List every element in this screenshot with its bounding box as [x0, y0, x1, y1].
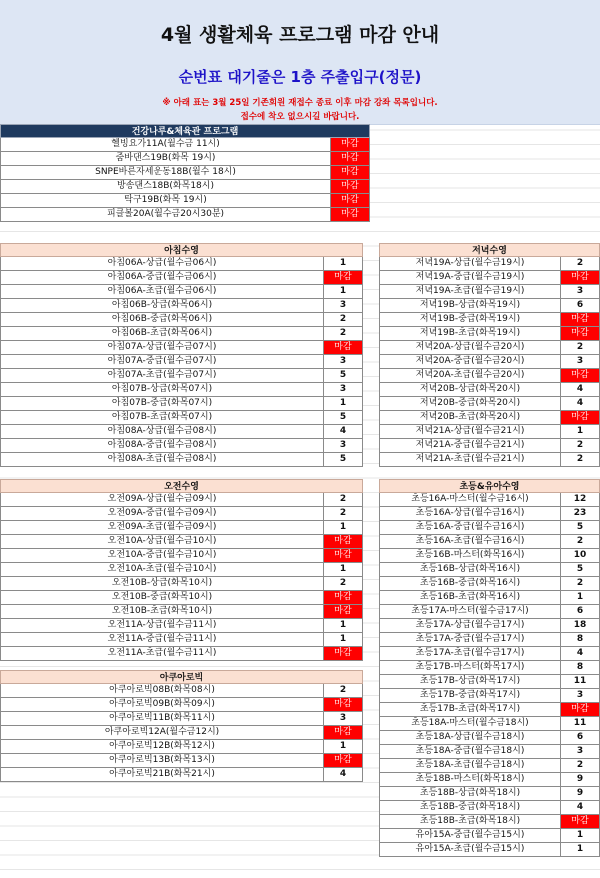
closed-badge-cell: 마감	[324, 591, 363, 605]
remaining-count-cell: 3	[324, 383, 363, 397]
table-row	[0, 633, 363, 647]
remaining-count-cell: 1	[324, 619, 363, 633]
program-name-cell: 오전10B-초급(화목10시)	[0, 605, 324, 619]
remaining-count-cell: 6	[561, 731, 600, 745]
table-row	[0, 180, 370, 194]
remaining-count-cell: 5	[324, 453, 363, 467]
remaining-count-cell: 4	[561, 801, 600, 815]
table-row	[379, 299, 600, 313]
closed-badge-cell: 마감	[331, 138, 370, 152]
table-row	[0, 439, 363, 453]
program-name-cell: 아침06B-중급(화목06시)	[0, 313, 324, 327]
program-name-cell: 초등17B-초급(화목17시)	[379, 703, 561, 717]
remaining-count-cell: 3	[324, 712, 363, 726]
program-name-cell: 아침06B-상급(화목06시)	[0, 299, 324, 313]
table-row	[379, 773, 600, 787]
table-row	[0, 535, 363, 549]
table-row	[379, 787, 600, 801]
program-name-cell: 아침06A-상급(월수금06시)	[0, 257, 324, 271]
program-name-cell: 초등16A-상급(월수금16시)	[379, 507, 561, 521]
table-row	[379, 369, 600, 383]
table-row	[0, 271, 363, 285]
closed-badge-cell: 마감	[561, 703, 600, 717]
remaining-count-cell: 1	[561, 591, 600, 605]
program-name-cell: 저녁20A-상급(월수금20시)	[379, 341, 561, 355]
table-row	[379, 507, 600, 521]
table-row	[379, 355, 600, 369]
group-header: 저녁수영	[379, 243, 600, 257]
program-name-cell: 피클볼20A(월수금20시30분)	[0, 208, 331, 222]
remaining-count-cell: 1	[324, 521, 363, 535]
program-name-cell: 유아15A-초급(월수금15시)	[379, 843, 561, 857]
table-row	[0, 493, 363, 507]
remaining-count-cell: 11	[561, 675, 600, 689]
remaining-count-cell: 1	[324, 563, 363, 577]
table-row	[379, 759, 600, 773]
remaining-count-cell: 8	[561, 661, 600, 675]
table-row	[379, 829, 600, 843]
table-row	[379, 327, 600, 341]
table-row	[0, 453, 363, 467]
table-row	[379, 619, 600, 633]
table-row	[0, 285, 363, 299]
program-name-cell: 초등16B-상급(화목16시)	[379, 563, 561, 577]
table-row	[0, 647, 363, 661]
group-morning-swim	[0, 243, 363, 467]
program-name-cell: 오전10A-상급(월수금10시)	[0, 535, 324, 549]
closed-badge-cell: 마감	[331, 152, 370, 166]
closed-badge-cell: 마감	[324, 726, 363, 740]
remaining-count-cell: 6	[561, 299, 600, 313]
program-name-cell: 오전10B-중급(화목10시)	[0, 591, 324, 605]
program-name-cell: 저녁20A-중급(월수금20시)	[379, 355, 561, 369]
program-name-cell: 초등18B-초급(화목18시)	[379, 815, 561, 829]
closed-badge-cell: 마감	[324, 647, 363, 661]
table-row	[379, 453, 600, 467]
table-row	[379, 591, 600, 605]
program-name-cell: 초등17A-상급(월수금17시)	[379, 619, 561, 633]
program-name-cell: 아침07A-중급(월수금07시)	[0, 355, 324, 369]
program-name-cell: 저녁19B-상급(화목19시)	[379, 299, 561, 313]
remaining-count-cell: 4	[561, 383, 600, 397]
remaining-count-cell: 3	[324, 355, 363, 369]
program-name-cell: 아침07A-상급(월수금07시)	[0, 341, 324, 355]
remaining-count-cell: 5	[324, 411, 363, 425]
table-row	[0, 383, 363, 397]
program-name-cell: 아쿠아로빅21B(화목21시)	[0, 768, 324, 782]
table-row	[379, 563, 600, 577]
table-row	[379, 703, 600, 717]
program-name-cell: 초등18B-중급(화목18시)	[379, 801, 561, 815]
program-name-cell: 오전11A-상급(월수금11시)	[0, 619, 324, 633]
table-row	[379, 801, 600, 815]
table-row	[0, 563, 363, 577]
table-row	[379, 731, 600, 745]
table-row	[379, 397, 600, 411]
remaining-count-cell: 1	[561, 843, 600, 857]
table-row	[379, 521, 600, 535]
table-row	[379, 745, 600, 759]
program-name-cell: 오전11A-초급(월수금11시)	[0, 647, 324, 661]
remaining-count-cell: 2	[324, 493, 363, 507]
table-row	[0, 605, 363, 619]
remaining-count-cell: 3	[561, 285, 600, 299]
remaining-count-cell: 2	[324, 327, 363, 341]
table-row	[379, 577, 600, 591]
program-name-cell: 초등16A-마스터(월수금16시)	[379, 493, 561, 507]
remaining-count-cell: 3	[561, 355, 600, 369]
table-row	[0, 591, 363, 605]
table-row	[0, 684, 363, 698]
closed-badge-cell: 마감	[331, 180, 370, 194]
group-header: 아침수영	[0, 243, 363, 257]
program-name-cell: 초등17A-초급(월수금17시)	[379, 647, 561, 661]
table-row	[0, 768, 363, 782]
program-name-cell: 오전10A-초급(월수금10시)	[0, 563, 324, 577]
group-forenoon-swim	[0, 479, 363, 661]
closed-list-note: ※ 아래 표는 3월 25일 기존회원 재접수 종료 이후 마감 강좌 목록입니다.	[162, 98, 438, 108]
program-name-cell: 아침06A-초급(월수금06시)	[0, 285, 324, 299]
program-name-cell: 아쿠아로빅13B(화목13시)	[0, 754, 324, 768]
table-row	[0, 369, 363, 383]
table-row	[379, 493, 600, 507]
remaining-count-cell: 4	[561, 647, 600, 661]
program-name-cell: 아침07B-상급(화목07시)	[0, 383, 324, 397]
program-name-cell: 저녁19B-중급(화목19시)	[379, 313, 561, 327]
program-name-cell: 오전09A-초급(월수금09시)	[0, 521, 324, 535]
program-name-cell: 초등18B-마스터(화목18시)	[379, 773, 561, 787]
program-name-cell: 초등17B-마스터(화목17시)	[379, 661, 561, 675]
remaining-count-cell: 6	[561, 605, 600, 619]
program-name-cell: 초등17B-중급(화목17시)	[379, 689, 561, 703]
program-name-cell: 탁구19B(화목 19시)	[0, 194, 331, 208]
remaining-count-cell: 2	[324, 507, 363, 521]
remaining-count-cell: 2	[561, 577, 600, 591]
program-name-cell: 아침08A-중급(월수금08시)	[0, 439, 324, 453]
table-row	[0, 425, 363, 439]
program-name-cell: 초등17A-중급(월수금17시)	[379, 633, 561, 647]
table-row	[0, 194, 370, 208]
program-name-cell: 줌바댄스19B(화목 19시)	[0, 152, 331, 166]
program-name-cell: 저녁19A-상급(월수금19시)	[379, 257, 561, 271]
remaining-count-cell: 2	[324, 313, 363, 327]
page-title: 4월 생활체육 프로그램 마감 안내	[160, 24, 440, 46]
table-row	[379, 257, 600, 271]
program-name-cell: 저녁20A-초급(월수금20시)	[379, 369, 561, 383]
program-name-cell: 저녁21A-중급(월수금21시)	[379, 439, 561, 453]
remaining-count-cell: 2	[561, 535, 600, 549]
group-header: 초등&유아수영	[379, 479, 600, 493]
table-row	[0, 549, 363, 563]
program-name-cell: 아침06B-초급(화목06시)	[0, 327, 324, 341]
remaining-count-cell: 1	[324, 740, 363, 754]
program-name-cell: 저녁19A-초급(월수금19시)	[379, 285, 561, 299]
table-row	[0, 740, 363, 754]
table-row	[379, 661, 600, 675]
closed-badge-cell: 마감	[561, 815, 600, 829]
table-row	[0, 138, 370, 152]
remaining-count-cell: 2	[561, 341, 600, 355]
program-name-cell: 아침08A-초급(월수금08시)	[0, 453, 324, 467]
remaining-count-cell: 1	[561, 425, 600, 439]
remaining-count-cell: 3	[561, 745, 600, 759]
closed-badge-cell: 마감	[561, 313, 600, 327]
table-row	[0, 313, 363, 327]
program-name-cell: 유아15A-중급(월수금15시)	[379, 829, 561, 843]
remaining-count-cell: 10	[561, 549, 600, 563]
program-name-cell: 오전09A-상급(월수금09시)	[0, 493, 324, 507]
remaining-count-cell: 5	[324, 369, 363, 383]
program-name-cell: 초등17A-마스터(월수금17시)	[379, 605, 561, 619]
queue-notice: 순번표 대기줄은 1층 주출입구(정문)	[178, 68, 422, 86]
remaining-count-cell: 2	[324, 577, 363, 591]
remaining-count-cell: 12	[561, 493, 600, 507]
table-row	[379, 549, 600, 563]
table-row	[0, 257, 363, 271]
table-row	[379, 271, 600, 285]
closed-badge-cell: 마감	[324, 341, 363, 355]
program-name-cell: 초등18A-상급(월수금18시)	[379, 731, 561, 745]
remaining-count-cell: 2	[324, 684, 363, 698]
remaining-count-cell: 1	[324, 633, 363, 647]
table-row	[379, 815, 600, 829]
group-header: 아쿠아로빅	[0, 670, 363, 684]
table-row	[0, 754, 363, 768]
program-name-cell: 저녁20B-상급(화목20시)	[379, 383, 561, 397]
table-row	[0, 299, 363, 313]
remaining-count-cell: 8	[561, 633, 600, 647]
table-row	[0, 341, 363, 355]
table-row	[0, 355, 363, 369]
group-health-programs	[0, 124, 370, 222]
table-row	[0, 698, 363, 712]
table-row	[379, 633, 600, 647]
program-name-cell: 아침07B-초급(화목07시)	[0, 411, 324, 425]
program-name-cell: 저녁21A-초급(월수금21시)	[379, 453, 561, 467]
program-name-cell: 저녁21A-상급(월수금21시)	[379, 425, 561, 439]
closed-badge-cell: 마감	[331, 194, 370, 208]
table-row	[0, 619, 363, 633]
remaining-count-cell: 9	[561, 773, 600, 787]
table-row	[0, 152, 370, 166]
program-name-cell: 초등18A-중급(월수금18시)	[379, 745, 561, 759]
table-row	[379, 843, 600, 857]
table-row	[379, 411, 600, 425]
program-name-cell: 아쿠아로빅12B(화목12시)	[0, 740, 324, 754]
table-row	[379, 647, 600, 661]
program-name-cell: SNPE바른자세운동18B(월수 18시)	[0, 166, 331, 180]
program-name-cell: 아침06A-중급(월수금06시)	[0, 271, 324, 285]
table-row	[379, 535, 600, 549]
closed-badge-cell: 마감	[324, 754, 363, 768]
remaining-count-cell: 23	[561, 507, 600, 521]
program-name-cell: 아쿠아로빅12A(월수금12시)	[0, 726, 324, 740]
table-row	[379, 285, 600, 299]
closed-badge-cell: 마감	[561, 327, 600, 341]
program-name-cell: 방송댄스18B(화목18시)	[0, 180, 331, 194]
table-row	[379, 425, 600, 439]
program-name-cell: 초등16A-초급(월수금16시)	[379, 535, 561, 549]
remaining-count-cell: 3	[324, 439, 363, 453]
program-name-cell: 오전10A-중급(월수금10시)	[0, 549, 324, 563]
closed-badge-cell: 마감	[331, 166, 370, 180]
program-name-cell: 저녁19A-중급(월수금19시)	[379, 271, 561, 285]
closed-badge-cell: 마감	[324, 605, 363, 619]
program-name-cell: 오전10B-상급(화목10시)	[0, 577, 324, 591]
closed-badge-cell: 마감	[561, 411, 600, 425]
program-name-cell: 초등18B-상급(화목18시)	[379, 787, 561, 801]
table-row	[0, 208, 370, 222]
table-row	[379, 383, 600, 397]
table-row	[0, 507, 363, 521]
program-name-cell: 아침07B-중급(화목07시)	[0, 397, 324, 411]
program-name-cell: 저녁20B-초급(화목20시)	[379, 411, 561, 425]
table-row	[379, 689, 600, 703]
remaining-count-cell: 3	[324, 299, 363, 313]
table-row	[379, 313, 600, 327]
group-header: 건강나루&체육관 프로그램	[0, 124, 370, 138]
table-row	[379, 717, 600, 731]
closed-badge-cell: 마감	[561, 271, 600, 285]
table-row	[0, 411, 363, 425]
remaining-count-cell: 1	[561, 829, 600, 843]
program-name-cell: 초등16B-마스터(화목16시)	[379, 549, 561, 563]
table-row	[0, 397, 363, 411]
program-name-cell: 초등17B-상급(화목17시)	[379, 675, 561, 689]
program-name-cell: 아침07A-초급(월수금07시)	[0, 369, 324, 383]
table-row	[0, 166, 370, 180]
table-row	[379, 439, 600, 453]
table-row	[379, 605, 600, 619]
remaining-count-cell: 11	[561, 717, 600, 731]
remaining-count-cell: 9	[561, 787, 600, 801]
table-row	[0, 712, 363, 726]
group-evening-swim	[379, 243, 600, 467]
program-name-cell: 아쿠아로빅09B(화목09시)	[0, 698, 324, 712]
remaining-count-cell: 4	[324, 768, 363, 782]
program-name-cell: 아침08A-상급(월수금08시)	[0, 425, 324, 439]
remaining-count-cell: 1	[324, 285, 363, 299]
program-name-cell: 아쿠아로빅11B(화목11시)	[0, 712, 324, 726]
closed-badge-cell: 마감	[324, 698, 363, 712]
program-name-cell: 초등16B-중급(화목16시)	[379, 577, 561, 591]
remaining-count-cell: 18	[561, 619, 600, 633]
remaining-count-cell: 5	[561, 563, 600, 577]
program-name-cell: 저녁19B-초급(화목19시)	[379, 327, 561, 341]
program-name-cell: 초등16A-중급(월수금16시)	[379, 521, 561, 535]
remaining-count-cell: 5	[561, 521, 600, 535]
program-name-cell: 저녁20B-중급(화목20시)	[379, 397, 561, 411]
group-kids-swim	[379, 479, 600, 857]
closed-badge-cell: 마감	[324, 271, 363, 285]
remaining-count-cell: 3	[561, 689, 600, 703]
caution-note: 접수에 착오 없으시길 바랍니다.	[240, 112, 360, 122]
closed-badge-cell: 마감	[324, 549, 363, 563]
program-name-cell: 초등18A-마스터(월수금18시)	[379, 717, 561, 731]
remaining-count-cell: 4	[561, 397, 600, 411]
table-row	[379, 341, 600, 355]
group-header: 오전수영	[0, 479, 363, 493]
table-row	[379, 675, 600, 689]
program-name-cell: 헬빙요가11A(월수금 11시)	[0, 138, 331, 152]
closed-badge-cell: 마감	[331, 208, 370, 222]
remaining-count-cell: 1	[324, 257, 363, 271]
table-row	[0, 726, 363, 740]
remaining-count-cell: 1	[324, 397, 363, 411]
program-name-cell: 오전11A-중급(월수금11시)	[0, 633, 324, 647]
program-name-cell: 오전09A-중급(월수금09시)	[0, 507, 324, 521]
closed-badge-cell: 마감	[561, 369, 600, 383]
notice-header	[0, 0, 600, 125]
remaining-count-cell: 2	[561, 439, 600, 453]
group-aquarobics	[0, 670, 363, 782]
remaining-count-cell: 2	[561, 257, 600, 271]
table-row	[0, 327, 363, 341]
remaining-count-cell: 2	[561, 453, 600, 467]
table-row	[0, 521, 363, 535]
program-name-cell: 초등16B-초급(화목16시)	[379, 591, 561, 605]
program-name-cell: 초등18A-초급(월수금18시)	[379, 759, 561, 773]
closed-badge-cell: 마감	[324, 535, 363, 549]
remaining-count-cell: 4	[324, 425, 363, 439]
program-name-cell: 아쿠아로빅08B(화목08시)	[0, 684, 324, 698]
remaining-count-cell: 2	[561, 759, 600, 773]
table-row	[0, 577, 363, 591]
